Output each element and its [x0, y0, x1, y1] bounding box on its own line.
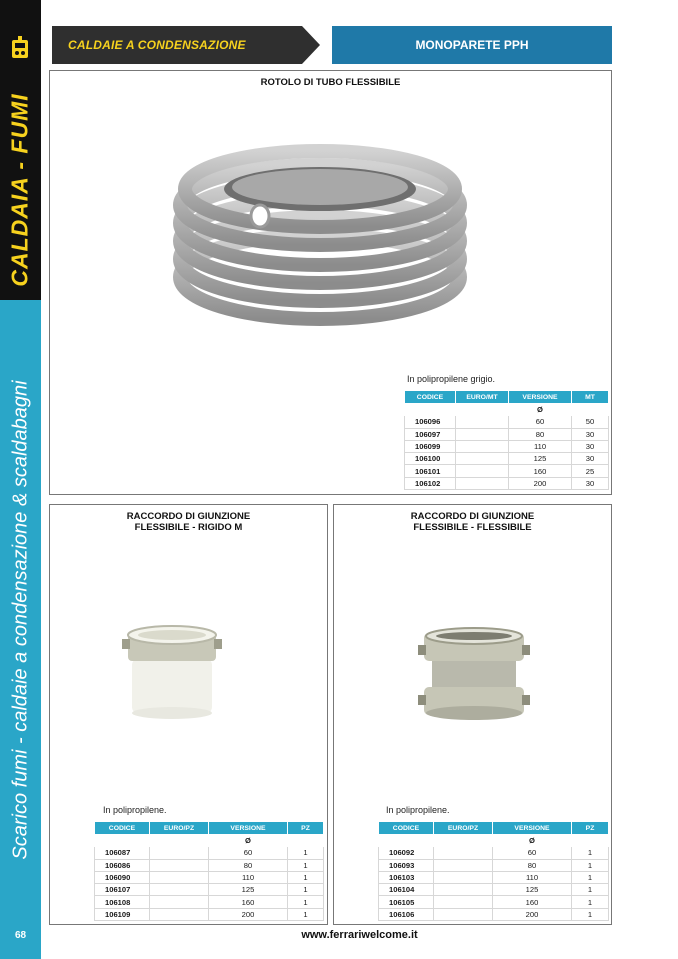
table-subheader-row: [95, 835, 324, 847]
price-cell: [150, 847, 209, 859]
price-cell: [150, 859, 209, 871]
version-cell: 125: [493, 884, 572, 896]
version-cell: 200: [509, 477, 572, 489]
code-cell: 106096: [405, 416, 456, 428]
code-cell: 106093: [379, 859, 434, 871]
qty-cell: 1: [288, 884, 324, 896]
category-title: CALDAIE A CONDENSAZIONE: [68, 38, 246, 52]
table-row: [405, 465, 609, 477]
sidebar-subtitle: Scarico fumi - caldaie a condensazione & scaldabagni: [9, 380, 32, 860]
qty-cell: 1: [288, 908, 324, 920]
table-row: [95, 896, 324, 908]
version-cell: 160: [509, 465, 572, 477]
qty-cell: 30: [572, 477, 609, 489]
table-row: [379, 884, 609, 896]
rigid-description: In polipropilene.: [103, 805, 167, 815]
flex-title: [334, 511, 611, 533]
code-cell: 106102: [405, 477, 456, 489]
col-qty: PZ: [572, 822, 609, 835]
col-code: CODICE: [405, 391, 456, 404]
table-row: [405, 453, 609, 465]
qty-cell: 30: [572, 453, 609, 465]
code-cell: 106104: [379, 884, 434, 896]
qty-cell: 1: [572, 871, 609, 883]
table-row: [95, 871, 324, 883]
table-row: [95, 847, 324, 859]
table-row: [405, 428, 609, 440]
category-sidebar: [0, 0, 41, 959]
flexible-pipe-roll-image: [170, 137, 470, 337]
table-row: [95, 908, 324, 920]
code-cell: 106086: [95, 859, 150, 871]
version-cell: 160: [493, 896, 572, 908]
qty-cell: 30: [572, 428, 609, 440]
rigid-title: [50, 511, 327, 533]
rigid-title-line2: FLESSIBILE - RIGIDO M: [134, 522, 243, 533]
flex-spec-table: [378, 821, 609, 921]
code-cell: 106105: [379, 896, 434, 908]
version-cell: 60: [209, 847, 288, 859]
version-cell: 200: [209, 908, 288, 920]
rigid-title-line1: RACCORDO DI GIUNZIONE: [126, 511, 251, 522]
price-cell: [150, 896, 209, 908]
version-cell: 160: [209, 896, 288, 908]
version-cell: 110: [509, 440, 572, 452]
qty-cell: 1: [288, 847, 324, 859]
category-banner: [52, 26, 320, 64]
table-cell: [95, 835, 150, 847]
version-cell: 200: [493, 908, 572, 920]
boiler-icon: [7, 36, 33, 62]
col-version: VERSIONE: [493, 822, 572, 835]
col-price: EURO/PZ: [434, 822, 493, 835]
table-cell: [150, 835, 209, 847]
version-cell: 60: [509, 416, 572, 428]
price-cell: [434, 908, 493, 920]
price-cell: [456, 416, 509, 428]
table-row: [95, 884, 324, 896]
version-cell: 60: [493, 847, 572, 859]
qty-cell: 1: [572, 884, 609, 896]
table-row: [405, 416, 609, 428]
diameter-symbol: Ø: [493, 835, 572, 847]
code-cell: 106090: [95, 871, 150, 883]
col-version: VERSIONE: [509, 391, 572, 404]
price-cell: [434, 884, 493, 896]
roll-spec-table: [404, 390, 609, 490]
col-version: VERSIONE: [209, 822, 288, 835]
code-cell: 106092: [379, 847, 434, 859]
table-cell: [572, 404, 609, 416]
qty-cell: 25: [572, 465, 609, 477]
table-row: [379, 859, 609, 871]
table-cell: [379, 835, 434, 847]
code-cell: 106101: [405, 465, 456, 477]
rigid-coupling-image: [122, 623, 232, 723]
table-cell: [434, 835, 493, 847]
code-cell: 106103: [379, 871, 434, 883]
qty-cell: 1: [572, 896, 609, 908]
col-price: EURO/PZ: [150, 822, 209, 835]
table-cell: [288, 835, 324, 847]
footer-website: www.ferrariwelcome.it: [301, 929, 418, 941]
col-price: EURO/MT: [456, 391, 509, 404]
qty-cell: 1: [572, 908, 609, 920]
roll-title: ROTOLO DI TUBO FLESSIBILE: [260, 77, 401, 88]
code-cell: 106107: [95, 884, 150, 896]
diameter-symbol: Ø: [509, 404, 572, 416]
price-cell: [456, 453, 509, 465]
code-cell: 106087: [95, 847, 150, 859]
flex-coupling-panel: [333, 504, 612, 925]
qty-cell: 30: [572, 440, 609, 452]
table-row: [379, 871, 609, 883]
rigid-coupling-panel: [49, 504, 328, 925]
col-code: CODICE: [379, 822, 434, 835]
col-code: CODICE: [95, 822, 150, 835]
flex-title-line1: RACCORDO DI GIUNZIONE: [410, 511, 535, 522]
table-row: [379, 847, 609, 859]
roll-description: In polipropilene grigio.: [407, 374, 496, 384]
price-cell: [456, 428, 509, 440]
table-subheader-row: [379, 835, 609, 847]
diameter-symbol: Ø: [209, 835, 288, 847]
table-row: [95, 859, 324, 871]
flex-description: In polipropilene.: [386, 805, 450, 815]
qty-cell: 1: [288, 871, 324, 883]
code-cell: 106108: [95, 896, 150, 908]
table-cell: [572, 835, 609, 847]
price-cell: [456, 465, 509, 477]
price-cell: [150, 908, 209, 920]
table-cell: [405, 404, 456, 416]
version-cell: 125: [209, 884, 288, 896]
flex-coupling-image: [418, 627, 530, 723]
price-cell: [434, 859, 493, 871]
qty-cell: 1: [288, 896, 324, 908]
qty-cell: 1: [572, 847, 609, 859]
price-cell: [150, 884, 209, 896]
flex-title-line2: FLESSIBILE - FLESSIBILE: [413, 522, 532, 533]
product-line-title: MONOPARETE PPH: [332, 26, 612, 64]
col-qty: MT: [572, 391, 609, 404]
table-row: [379, 896, 609, 908]
code-cell: 106097: [405, 428, 456, 440]
version-cell: 80: [493, 859, 572, 871]
price-cell: [434, 871, 493, 883]
qty-cell: 1: [288, 859, 324, 871]
code-cell: 106099: [405, 440, 456, 452]
sidebar-title: CALDAIA - FUMI: [6, 93, 33, 287]
price-cell: [434, 847, 493, 859]
qty-cell: 1: [572, 859, 609, 871]
price-cell: [456, 477, 509, 489]
col-qty: PZ: [288, 822, 324, 835]
rigid-spec-table: [94, 821, 324, 921]
table-row: [405, 477, 609, 489]
table-row: [405, 440, 609, 452]
version-cell: 80: [209, 859, 288, 871]
code-cell: 106106: [379, 908, 434, 920]
code-cell: 106100: [405, 453, 456, 465]
page-number: 68: [14, 930, 27, 941]
price-cell: [434, 896, 493, 908]
version-cell: 80: [509, 428, 572, 440]
table-subheader-row: [405, 404, 609, 416]
version-cell: 110: [209, 871, 288, 883]
table-row: [379, 908, 609, 920]
qty-cell: 50: [572, 416, 609, 428]
version-cell: 125: [509, 453, 572, 465]
price-cell: [456, 440, 509, 452]
version-cell: 110: [493, 871, 572, 883]
roll-panel: [49, 70, 612, 495]
price-cell: [150, 871, 209, 883]
code-cell: 106109: [95, 908, 150, 920]
table-cell: [456, 404, 509, 416]
